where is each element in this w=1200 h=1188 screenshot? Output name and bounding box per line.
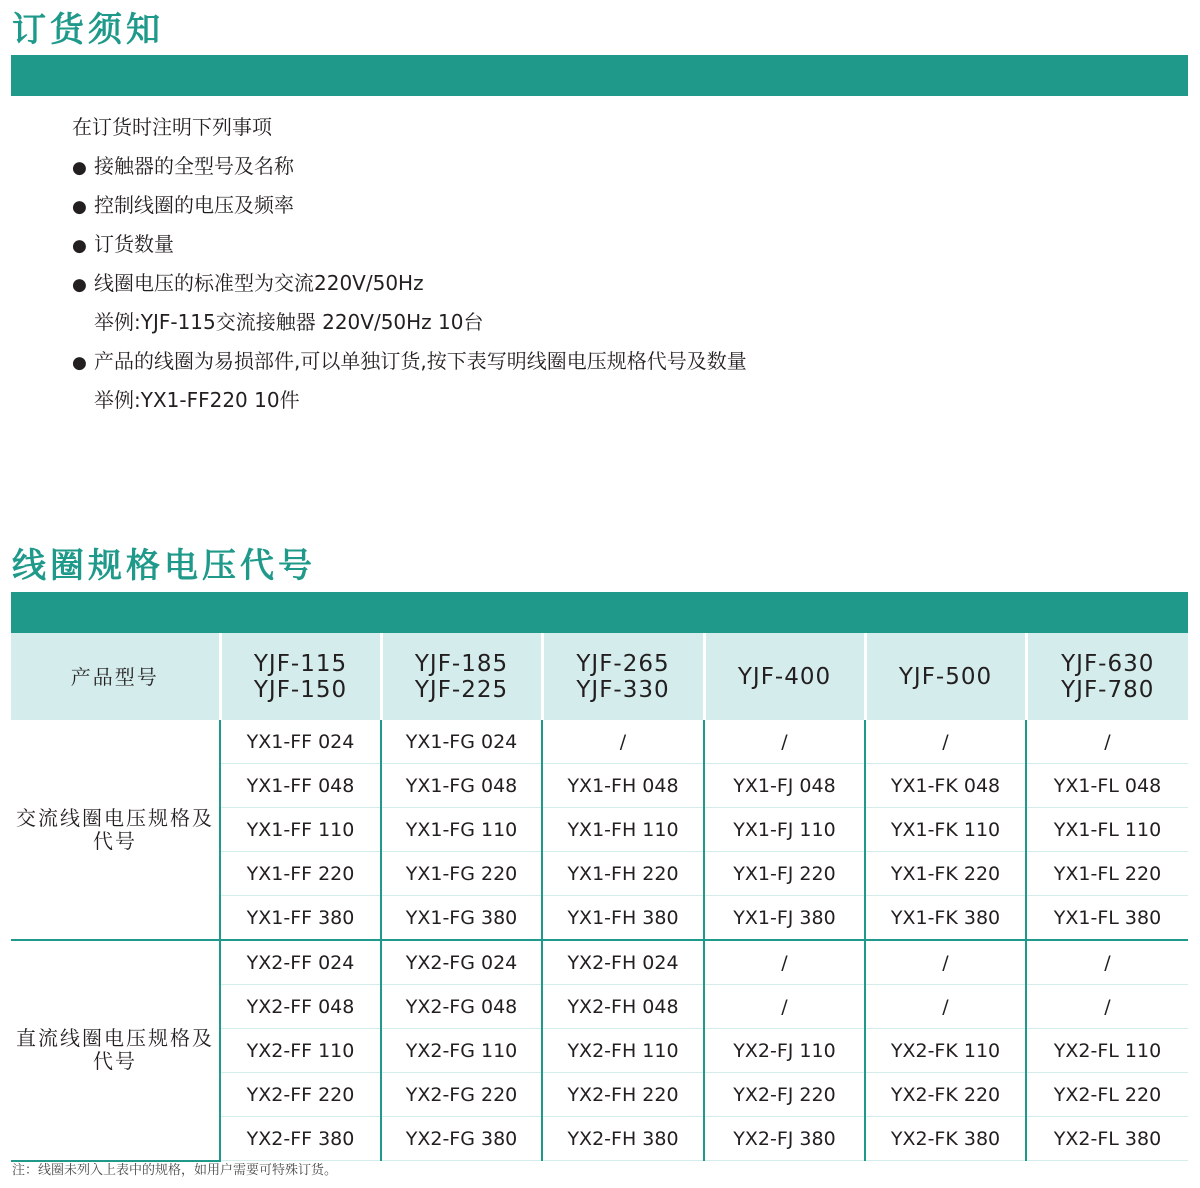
model-header (381, 633, 542, 720)
table-cell: YX2-FJ 220 (704, 1073, 865, 1117)
table-cell: YX2-FG 048 (381, 985, 542, 1029)
table-cell: YX1-FF 380 (220, 896, 381, 941)
table-cell: YX2-FJ 380 (704, 1117, 865, 1161)
table-cell: YX2-FG 110 (381, 1029, 542, 1073)
order-item-text: 接触器的全型号及名称 (94, 154, 294, 178)
order-item (72, 186, 747, 225)
order-notice-band (11, 55, 1188, 96)
order-item-text: 线圈电压的标准型为交流220V/50Hz (94, 271, 424, 295)
model-line: YJF-630 (1061, 650, 1155, 677)
table-cell: YX1-FF 110 (220, 808, 381, 852)
model-line: YJF-185 (414, 650, 509, 677)
model-line: YJF-225 (414, 676, 509, 703)
order-intro: 在订货时注明下列事项 (72, 115, 272, 139)
table-cell: YX1-FH 110 (542, 808, 704, 852)
table-cell: YX1-FK 048 (865, 764, 1026, 808)
table-cell: YX2-FK 220 (865, 1073, 1026, 1117)
table-cell: YX1-FG 048 (381, 764, 542, 808)
order-item-text: 产品的线圈为易损部件,可以单独订货,按下表写明线圈电压规格代号及数量 (94, 349, 747, 373)
table-cell: / (865, 940, 1026, 985)
table-cell: / (1026, 720, 1188, 764)
table-cell: YX2-FH 220 (542, 1073, 704, 1117)
coil-spec-table (11, 633, 1188, 1162)
table-cell: YX1-FG 110 (381, 808, 542, 852)
order-example: 举例:YX1-FF220 10件 (94, 388, 300, 412)
table-cell: YX2-FL 110 (1026, 1029, 1188, 1073)
model-line: YJF-115 (253, 650, 348, 677)
table-cell: YX1-FH 048 (542, 764, 704, 808)
table-cell: YX1-FJ 048 (704, 764, 865, 808)
table-cell: YX2-FF 048 (220, 985, 381, 1029)
table-cell: YX1-FK 380 (865, 896, 1026, 941)
order-item-text: 订货数量 (94, 232, 174, 256)
order-item (72, 264, 747, 303)
table-cell: YX2-FK 380 (865, 1117, 1026, 1161)
bullet-icon: ● (72, 353, 87, 373)
bullet-icon: ● (72, 275, 87, 295)
table-cell: YX2-FF 380 (220, 1117, 381, 1161)
bullet-icon: ● (72, 197, 87, 217)
table-cell: YX2-FK 110 (865, 1029, 1026, 1073)
table-cell: / (704, 720, 865, 764)
table-cell: YX2-FH 024 (542, 940, 704, 985)
order-notice-title: 订货须知 (12, 10, 164, 50)
table-footnote: 注：线圈未列入上表中的规格，如用户需要可特殊订货。 (12, 1163, 338, 1178)
order-item (72, 147, 747, 186)
table-cell: YX2-FL 380 (1026, 1117, 1188, 1161)
table-cell: YX1-FK 220 (865, 852, 1026, 896)
table-cell: / (704, 940, 865, 985)
table-cell: YX2-FG 220 (381, 1073, 542, 1117)
table-cell: YX1-FJ 220 (704, 852, 865, 896)
model-header (704, 633, 865, 720)
table-cell: YX2-FL 220 (1026, 1073, 1188, 1117)
table-cell: YX2-FH 048 (542, 985, 704, 1029)
table-cell: / (865, 985, 1026, 1029)
table-cell: / (1026, 985, 1188, 1029)
table-row (11, 940, 1188, 985)
table-header-row (11, 633, 1188, 720)
table-cell: YX2-FG 024 (381, 940, 542, 985)
table-cell: YX1-FL 380 (1026, 896, 1188, 941)
order-item-text: 控制线圈的电压及频率 (94, 193, 294, 217)
model-line: YJF-400 (737, 663, 832, 690)
product-model-header: 产品型号 (11, 633, 220, 720)
model-header (865, 633, 1026, 720)
table-cell: YX1-FK 110 (865, 808, 1026, 852)
model-line: YJF-265 (576, 650, 670, 677)
table-cell: YX1-FH 380 (542, 896, 704, 941)
table-cell: YX2-FG 380 (381, 1117, 542, 1161)
table-cell: YX1-FG 380 (381, 896, 542, 941)
table-cell: YX1-FL 110 (1026, 808, 1188, 852)
table-cell: YX1-FG 220 (381, 852, 542, 896)
table-cell: / (865, 720, 1026, 764)
table-cell: YX1-FF 220 (220, 852, 381, 896)
table-cell: YX2-FJ 110 (704, 1029, 865, 1073)
table-cell: / (542, 720, 704, 764)
model-line: YJF-330 (576, 676, 670, 703)
model-line: YJF-500 (898, 663, 993, 690)
dc-group-label: 直流线圈电压规格及代号 (11, 940, 220, 1161)
table-cell: YX2-FH 380 (542, 1117, 704, 1161)
table-cell: YX1-FF 024 (220, 720, 381, 764)
ac-group-label: 交流线圈电压规格及代号 (11, 720, 220, 940)
order-item (72, 225, 747, 264)
model-header (220, 633, 381, 720)
bullet-icon: ● (72, 236, 87, 256)
coil-spec-band (11, 592, 1188, 633)
table-cell: YX1-FH 220 (542, 852, 704, 896)
table-cell: / (1026, 940, 1188, 985)
order-example: 举例:YJF-115交流接触器 220V/50Hz 10台 (94, 310, 484, 334)
table-cell: YX1-FL 048 (1026, 764, 1188, 808)
table-cell: YX1-FF 048 (220, 764, 381, 808)
order-notes (72, 108, 747, 420)
model-header (1026, 633, 1188, 720)
table-cell: / (704, 985, 865, 1029)
coil-spec-title: 线圈规格电压代号 (12, 546, 316, 586)
order-item (72, 342, 747, 381)
model-header (542, 633, 704, 720)
table-cell: YX2-FF 220 (220, 1073, 381, 1117)
model-line: YJF-150 (253, 676, 348, 703)
table-cell: YX2-FH 110 (542, 1029, 704, 1073)
table-cell: YX1-FL 220 (1026, 852, 1188, 896)
model-line: YJF-780 (1061, 676, 1155, 703)
table-cell: YX1-FJ 380 (704, 896, 865, 941)
bullet-icon: ● (72, 158, 87, 178)
table-cell: YX1-FJ 110 (704, 808, 865, 852)
table-cell: YX1-FG 024 (381, 720, 542, 764)
table-cell: YX2-FF 024 (220, 940, 381, 985)
table-cell: YX2-FF 110 (220, 1029, 381, 1073)
table-row (11, 720, 1188, 764)
